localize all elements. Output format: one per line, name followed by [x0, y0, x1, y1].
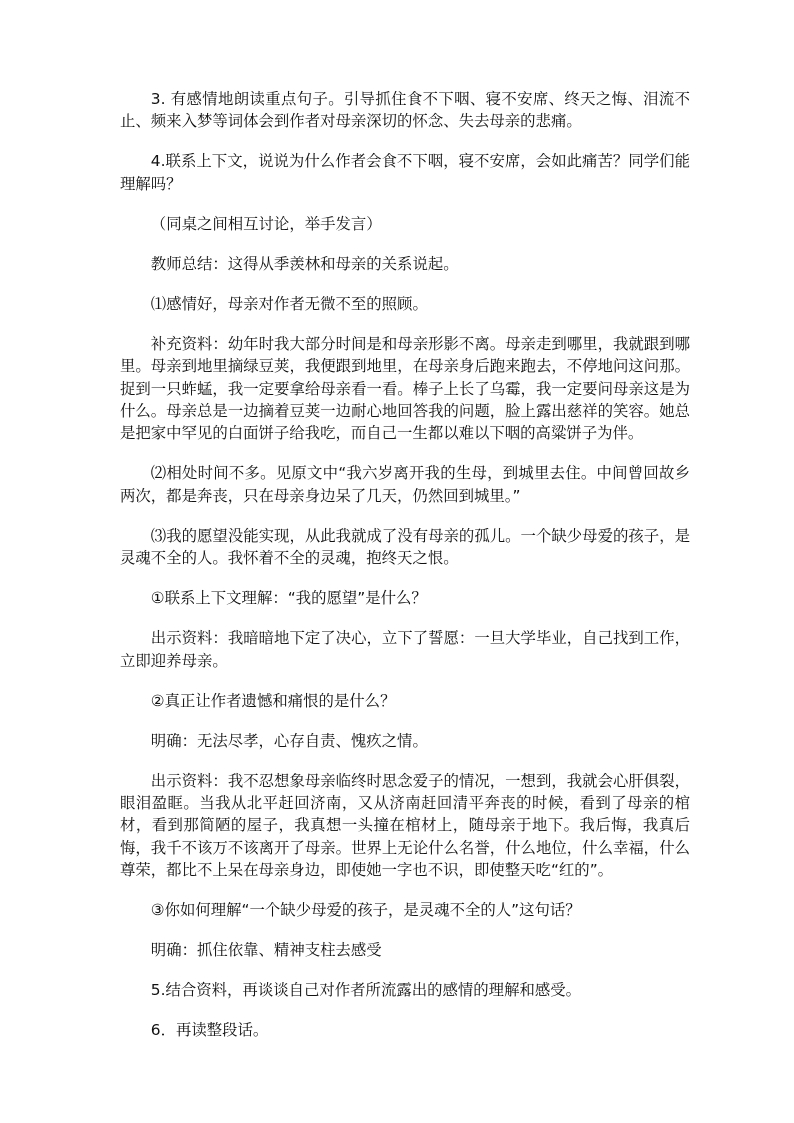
- paragraph-question-2: ②真正让作者遗憾和痛恨的是什么？: [150, 691, 396, 710]
- paragraph-point-2: ⑵相处时间不多。见原文中“我六岁离开我的生母，到城里去住。中间曾回故乡两次，都是奔丧，只在母亲身边呆了几天，仍然回到城里。”: [120, 464, 690, 505]
- paragraph-question-1: ①联系上下文理解：“我的愿望”是什么？: [150, 589, 427, 608]
- paragraph-point-3: ⑶我的愿望没能实现，从此我就成了没有母亲的孤儿。一个缺少母爱的孩子，是灵魂不全的人。我怀着不全的灵魂，抱终天之恨。: [120, 526, 690, 568]
- paragraph-item-3: 3. 有感情地朗读重点句子。引导抓住食不下咽、寝不安席、终天之悔、泪流不止、频来入梦等词体会到作者对母亲深切的怀念、失去母亲的悲痛。: [120, 90, 690, 131]
- paragraph-teacher-summary: 教师总结：这得从季羡林和母亲的关系说起。: [150, 254, 459, 273]
- paragraph-point-1: ⑴感情好，母亲对作者无微不至的照顾。: [150, 294, 428, 313]
- paragraph-item-4: 4.联系上下文，说说为什么作者会食不下咽，寝不安席，会如此痛苦？同学们能理解吗？: [120, 152, 690, 193]
- paragraph-question-3: ③你如何理解“一个缺少母爱的孩子，是灵魂不全的人”这句话？: [150, 901, 581, 920]
- paragraph-material-1: 出示资料：我暗暗地下定了决心，立下了誓愿：一旦大学毕业，自己找到工作，立即迎养母亲。: [120, 629, 690, 670]
- paragraph-material-2: 出示资料：我不忍想象母亲临终时思念爱子的情况，一想到，我就会心肝俱裂，眼泪盈眶。当我从北平赶回济南，又从济南赶回清平奔丧的时候，看到了母亲的棺材，看到那简陋的屋子，我真想一头撞在棺材上，随母亲于地下。我后悔，我真后悔，我千不该万不该离开了母亲。世界上无论什么名誉，什么地位，什么幸福，什么尊荣，都比不上呆在母亲身边，即使她一字也不识，即使整天吃“红的”。: [120, 771, 690, 880]
- paragraph-item-5: 5.结合资料，再谈谈自己对作者所流露出的感情的理解和感受。: [150, 981, 582, 1000]
- paragraph-discussion-note: （同桌之间相互讨论，举手发言）: [150, 214, 382, 233]
- paragraph-answer-2: 明确：无法尽孝，心存自责、愧疚之情。: [150, 731, 428, 750]
- document-body: [120, 88, 690, 1059]
- paragraph-item-6: 6．再读整段话。: [150, 1021, 269, 1040]
- paragraph-answer-3: 明确：抓住依靠、精神支柱去感受: [150, 941, 382, 960]
- paragraph-supplementary-material: 补充资料：幼年时我大部分时间是和母亲形影不离。母亲走到哪里，我就跟到哪里。母亲到地里摘绿豆荚，我便跟到地里，在母亲身后跑来跑去，不停地问这问那。捉到一只蚱蜢，我一定要拿给母亲看一看。棒子上长了乌霉，我一定要问母亲这是为什么。母亲总是一边摘着豆荚一边耐心地回答我的问题，脸上露出慈祥的笑容。她总是把家中罕见的白面饼子给我吃，而自己一生都以难以下咽的高粱饼子为伴。: [120, 334, 690, 443]
